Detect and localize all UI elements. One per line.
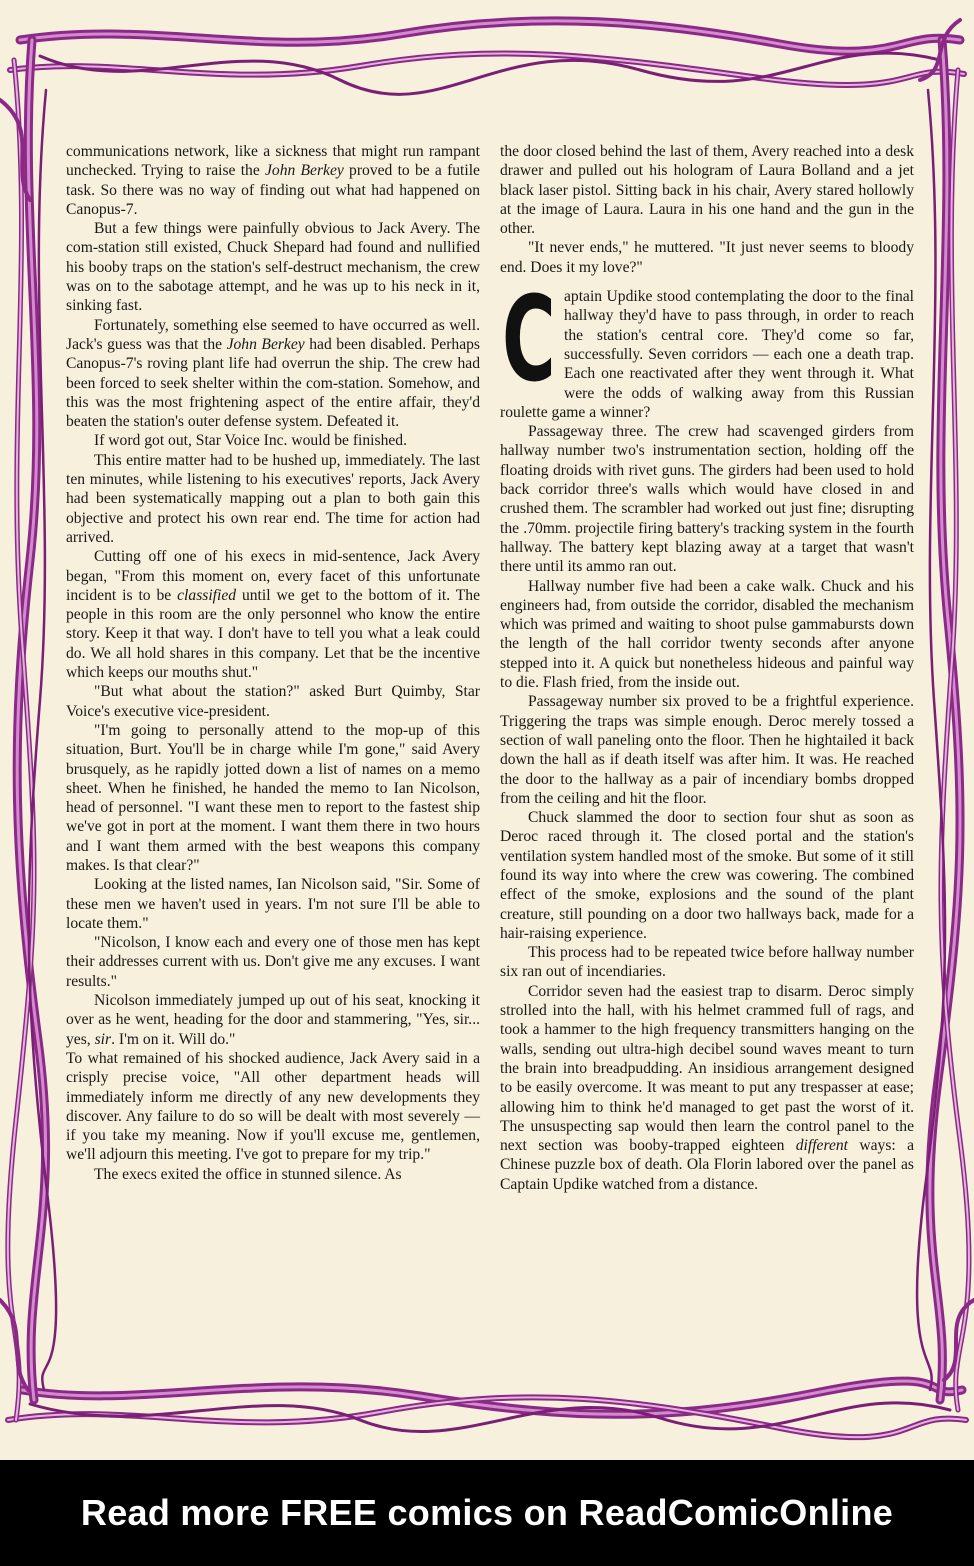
paragraph: Cutting off one of his execs in mid-sentence, Jack Avery began, "From this moment on, every facet of this unfortunate incident is to be classified until we get to the bottom of it. The people in this room are the only personnel who know the entire story. Keep it that way. I don't have to tell you what a leak could do. We all hold shares in this company. Let that be the incentive which keeps our mouths shut." bbox=[66, 548, 480, 682]
footer-link-text[interactable]: Read more FREE comics on ReadComicOnline bbox=[80, 1492, 894, 1533]
paragraph: "But what about the station?" asked Burt Quimby, Star Voice's executive vice-president. bbox=[66, 683, 480, 720]
right-column bbox=[500, 142, 914, 1332]
paragraph: If word got out, Star Voice Inc. would be finished. bbox=[94, 432, 407, 450]
paragraph: The execs exited the office in stunned silence. As bbox=[94, 1165, 402, 1183]
paragraph: Hallway number five had been a cake walk. Chuck and his engineers had, from outside the corridor, disabled the mechanism which was primed and waiting to shoot pulse gammabursts down the length of the hall corridor twenty seconds after anyone stepped into it. A quick but nonetheless hideous and painful way to die. Flash fried, from the inside out. bbox=[500, 577, 914, 692]
paragraph: communications network, like a sickness that might run rampant unchecked. Trying to raise the John Berkey proved to be a futile task. So there was no way of finding out what had happened on Canopus-7. bbox=[66, 143, 480, 218]
paragraph: Looking at the listed names, Ian Nicolson said, "Sir. Some of these men we haven't used in years. I'm not sure I'll be able to locate them." bbox=[66, 876, 480, 932]
paragraph: To what remained of his shocked audience, Jack Avery said in a crisply precise voice, "All other department heads will immediately inform me directly of any new developments they discover. Any failure to do so will be dealt with most severely — if you take my meaning. Now if you'll excuse me, gentlemen, we'll adjourn this meeting. I've got to prepare for my trip." bbox=[66, 1049, 480, 1164]
paragraph: Passageway number six proved to be a frightful experience. Triggering the traps was simple enough. Deroc merely tossed a section of wall paneling onto the floor. Then he hightailed it back down the hall as if death itself was after him. It was. He reached the door to the hallway as a pair of incendiary bombs dropped from the ceiling and hit the floor. bbox=[500, 693, 914, 807]
paragraph: "Nicolson, I know each and every one of those men has kept their addresses current with us. Don't give me any excuses. I want results." bbox=[66, 934, 480, 990]
section-opening bbox=[500, 270, 914, 422]
footer-banner[interactable] bbox=[0, 1460, 974, 1566]
paragraph: This entire matter had to be hushed up, immediately. The last ten minutes, while listening to his executives' reports, Jack Avery had been systematically mapping out a plan to both gain this objective and protect his own rear end. The time for action had arrived. bbox=[66, 451, 480, 546]
paragraph: This process had to be repeated twice before hallway number six ran out of incendiaries. bbox=[500, 944, 914, 981]
drop-cap: C bbox=[502, 270, 556, 409]
paragraph: But a few things were painfully obvious to Jack Avery. The com-station still existed, Chuck Shepard had found and nullified his booby traps on the station's self-destruct mechanism, the crew was on to the sabotage attempt, and he was up to his neck in it, sinking fast. bbox=[66, 220, 480, 315]
left-column bbox=[66, 142, 480, 1332]
paragraph: Fortunately, something else seemed to have occurred as well. Jack's guess was that the John Berkey had been disabled. Perhaps Canopus-7's roving plant life had overrun the ship. The crew had been forced to seek shelter within the com-station. Somehow, and this was the most frightening aspect of the entire affair, they'd beaten the station's outer defense system. Defeated it. bbox=[66, 316, 481, 431]
paragraph: Passageway three. The crew had scavenged girders from hallway number two's instrumentation section, holding off the floating droids with rivet guns. The girders had been used to hold back corridor three's walls which would have closed in and crushed them. The scrambler had worked out just fine; disrupting the .70mm. projectile firing battery's tracking system in the fourth hallway. The battery kept blazing away at a target that wasn't there until its ammo ran out. bbox=[500, 423, 914, 576]
paragraph: aptain Updike stood contemplating the door to the final hallway they'd have to pass through, in order to reach the station's central core. They'd come so far, successfully. Seven corridors — each one a death trap. Each one reactivated after they went through it. What were the odds of walking away from this Russian roulette game a winner? bbox=[500, 288, 914, 421]
paragraph: Corridor seven had the easiest trap to disarm. Deroc simply strolled into the hall, with his helmet crammed full of rags, and took a hammer to the high frequency transmitters hanging on the walls, sending out ultra-high decibel sound waves meant to turn the brain into breadpudding. An insidious arrangement designed to be easily overcome. It was meant to put any trespasser at ease; allowing him to think he'd managed to get past the worst of it. The unsuspecting sap would then learn the control panel to the next section was booby-trapped eighteen different ways: a Chinese puzzle box of death. Ola Florin labored over the panel as Captain Updike watched from a distance. bbox=[500, 982, 915, 1193]
paragraph: "I'm going to personally attend to the mop-up of this situation, Burt. You'll be in charge while I'm gone," said Avery brusquely, as he rapidly jotted down a list of names on a memo sheet. When he finished, he handed the memo to Ian Nicolson, head of personnel. "I want these men to report to the fastest ship we've got in port at the moment. I want them there in two hours and I want them armed with the best weapons this company makes. Is that clear?" bbox=[66, 721, 480, 874]
paragraph: Chuck slammed the door to section four shut as soon as Deroc raced through it. The closed portal and the station's ventilation system handled most of the smoke. But some of it still found its way into where the crew was cowering. The combined effect of the smoke, explosions and the sound of the plant creature, still pounding on a door two hallways back, made for a hair-raising experience. bbox=[500, 809, 914, 942]
paragraph: "It never ends," he muttered. "It just never seems to bloody end. Does it my love?" bbox=[500, 239, 914, 276]
paragraph: the door closed behind the last of them, Avery reached into a desk drawer and pulled out his hologram of Laura Bolland and a jet black laser pistol. Sitting back in his chair, Avery stared hollowly at the image of Laura. Laura in his one hand and the gun in the other. bbox=[500, 143, 914, 238]
paragraph: Nicolson immediately jumped up out of his seat, knocking it over as he went, heading for the door and stammering, "Yes, sir... yes, sir. I'm on it. Will do." bbox=[66, 992, 480, 1048]
text-columns bbox=[66, 142, 914, 1332]
